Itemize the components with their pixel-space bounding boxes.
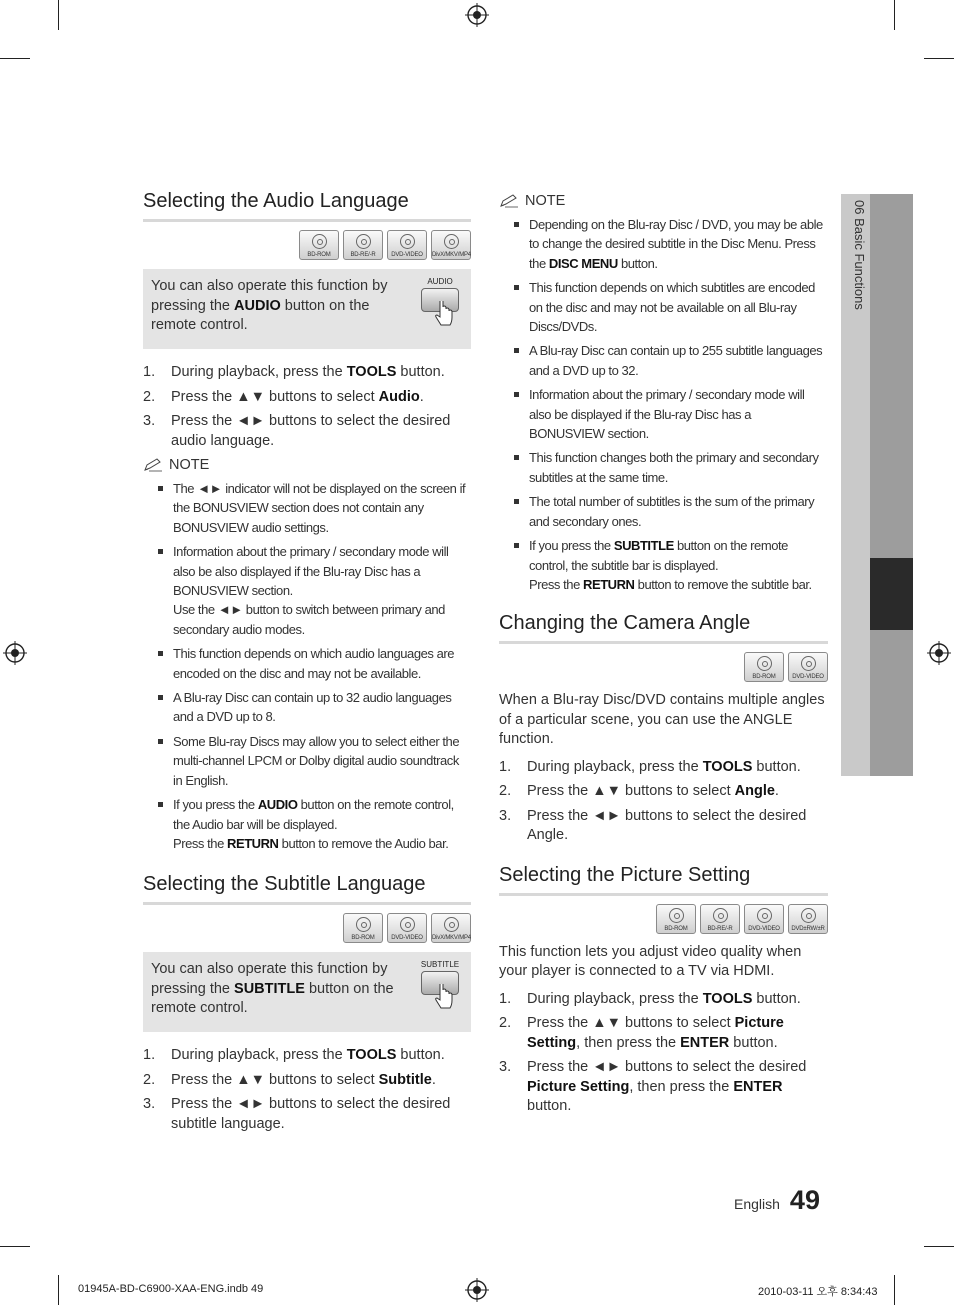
note-item: If you press the SUBTITLE button on the remote control, the subtitle bar is displayed. Press the RETURN button to remove the subtitle bar.	[529, 536, 828, 594]
bd-re-disc-icon: BD-RE/-R	[700, 904, 740, 934]
section-title: Selecting the Audio Language	[143, 190, 471, 222]
remote-tip-box	[143, 952, 471, 1032]
step: 3. Press the ◄► buttons to select the desired Angle.	[499, 807, 807, 844]
step: 2. Press the ▲▼ buttons to select Audio.	[143, 388, 424, 405]
audio-remote-button-icon: AUDIO	[419, 277, 461, 341]
step: 3. Press the ◄► buttons to select the desired subtitle language.	[143, 1096, 451, 1132]
remote-tip-text: You can also operate this function by pressing the SUBTITLE button on the remote control.	[151, 961, 394, 1017]
registration-mark-icon	[3, 641, 27, 665]
right-column	[499, 190, 828, 1123]
side-tab-band	[870, 194, 913, 776]
step: 1. During playback, press the TOOLS button.	[143, 1047, 445, 1064]
registration-mark-icon	[465, 3, 489, 27]
picture-steps	[499, 990, 828, 1117]
camera-angle-section	[499, 612, 828, 846]
step: 2. Press the ▲▼ buttons to select Subtitle.	[143, 1071, 436, 1088]
crop-mark	[894, 1275, 895, 1305]
subtitle-remote-button-icon: SUBTITLE	[419, 960, 461, 1024]
crop-mark	[58, 1275, 59, 1305]
crop-mark	[0, 1246, 30, 1247]
step: 2. Press the ▲▼ buttons to select Picture Setting, then press the ENTER button.	[499, 1015, 784, 1051]
language-label: English	[734, 1196, 780, 1212]
pencil-icon	[143, 458, 163, 472]
bd-re-disc-icon: BD-RE/-R	[343, 230, 383, 260]
step: 1. During playback, press the TOOLS button.	[499, 990, 801, 1007]
disc-type-icons	[143, 913, 471, 943]
divx-disc-icon: DivX/MKV/MP4	[431, 913, 471, 943]
crop-mark	[0, 58, 30, 59]
bd-rom-disc-icon: BD-ROM	[343, 913, 383, 943]
section-title: Changing the Camera Angle	[499, 612, 828, 644]
bd-rom-disc-icon: BD-ROM	[744, 652, 784, 682]
audio-language-section	[143, 190, 471, 853]
note-item: This function depends on which subtitles are encoded on the disc and may not be available on all Blu-ray Discs/DVDs.	[529, 278, 828, 336]
dvd-video-disc-icon: DVD-VIDEO	[387, 913, 427, 943]
dvd-video-disc-icon: DVD-VIDEO	[387, 230, 427, 260]
chapter-label: 06 Basic Functions	[852, 200, 867, 310]
subtitle-language-section	[143, 873, 471, 1134]
remote-tip-text: You can also operate this function by pressing the AUDIO button on the remote control.	[151, 278, 388, 333]
imprint-date: 2010-03-11 오후 8:34:43	[758, 1286, 878, 1298]
note-item: Information about the primary / secondary mode will also be also displayed if the Blu-ray Disc has a BONUSVIEW section. Use the ◄► button to switch between primary and secondary audio modes.	[173, 542, 471, 639]
note-item: The total number of subtitles is the sum of the primary and secondary ones.	[529, 492, 828, 531]
camera-steps	[499, 758, 828, 846]
section-intro: This function lets you adjust video quality when your player is connected to a TV via HDMI.	[499, 943, 802, 980]
step: 3. Press the ◄► buttons to select the desired Picture Setting, then press the ENTER button.	[499, 1059, 807, 1115]
dvd-rw-disc-icon: DVD±RW/±R	[788, 904, 828, 934]
registration-mark-icon	[927, 641, 951, 665]
left-column	[143, 190, 471, 1140]
section-title: Selecting the Subtitle Language	[143, 873, 471, 905]
pencil-icon	[499, 194, 519, 208]
divx-disc-icon: DivX/MKV/MP4	[431, 230, 471, 260]
step: 3. Press the ◄► buttons to select the desired audio language.	[143, 413, 451, 449]
bd-rom-disc-icon: BD-ROM	[656, 904, 696, 934]
dvd-video-disc-icon: DVD-VIDEO	[788, 652, 828, 682]
step: 1. During playback, press the TOOLS button.	[143, 364, 445, 380]
bd-rom-disc-icon: BD-ROM	[299, 230, 339, 260]
side-tab-marker	[870, 558, 913, 630]
imprint-file: 01945A-BD-C6900-XAA-ENG.indb 49	[78, 1283, 264, 1295]
note-heading: NOTE	[143, 457, 471, 473]
disc-type-icons	[499, 904, 828, 934]
note-item: Some Blu-ray Discs may allow you to select either the multi-channel LPCM or Dolby digital audio soundtrack in English.	[173, 732, 471, 790]
note-item: Depending on the Blu-ray Disc / DVD, you may be able to change the desired subtitle in the Disc Menu. Press the DISC MENU button.	[529, 215, 828, 273]
note-heading: NOTE	[499, 193, 828, 209]
remote-tip-box	[143, 269, 471, 349]
step: 2. Press the ▲▼ buttons to select Angle.	[499, 783, 779, 800]
audio-notes	[143, 479, 471, 853]
note-item: Information about the primary / secondary mode will also be displayed if the Blu-ray Disc has a BONUSVIEW section.	[529, 385, 828, 443]
page-footer	[734, 1185, 820, 1216]
note-item: If you press the AUDIO button on the remote control, the Audio bar will be displayed. Press the RETURN button to remove the Audio bar.	[173, 795, 471, 853]
crop-mark	[58, 0, 59, 30]
dvd-video-disc-icon: DVD-VIDEO	[744, 904, 784, 934]
picture-setting-section	[499, 864, 828, 1117]
step: 1. During playback, press the TOOLS button.	[499, 758, 801, 775]
note-item: A Blu-ray Disc can contain up to 32 audio languages and a DVD up to 8.	[173, 688, 471, 727]
section-intro: When a Blu-ray Disc/DVD contains multiple angles of a particular scene, you can use the ANGLE function.	[499, 692, 825, 748]
note-item: A Blu-ray Disc can contain up to 255 subtitle languages and a DVD up to 32.	[529, 341, 828, 380]
chapter-side-tab	[841, 194, 913, 776]
note-item: This function depends on which audio languages are encoded on the disc and may not be available.	[173, 644, 471, 683]
subtitle-notes	[499, 215, 828, 594]
registration-mark-icon	[465, 1278, 489, 1302]
crop-mark	[924, 1246, 954, 1247]
section-title: Selecting the Picture Setting	[499, 864, 828, 896]
note-item: This function changes both the primary and secondary subtitles at the same time.	[529, 448, 828, 487]
audio-steps	[143, 363, 471, 451]
subtitle-notes-section	[499, 193, 828, 594]
crop-mark	[894, 0, 895, 30]
crop-mark	[924, 58, 954, 59]
disc-type-icons	[143, 230, 471, 260]
subtitle-steps	[143, 1046, 471, 1134]
disc-type-icons	[499, 652, 828, 682]
note-item: The ◄► indicator will not be displayed on the screen if the BONUSVIEW section does not contain any BONUSVIEW audio settings.	[173, 479, 471, 537]
page-number: 49	[789, 1185, 820, 1215]
